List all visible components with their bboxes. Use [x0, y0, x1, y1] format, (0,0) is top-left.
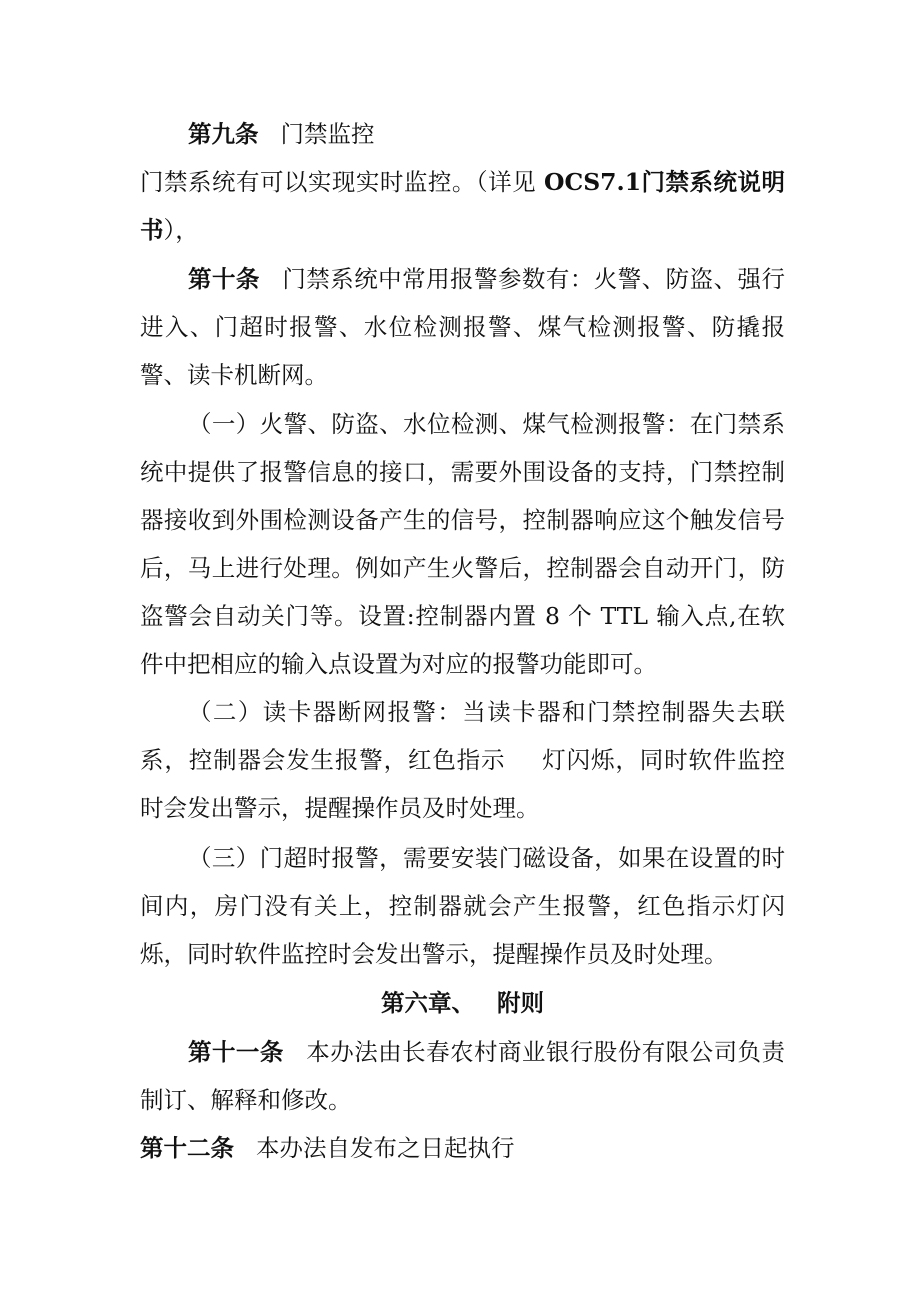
item-1: [140, 400, 785, 688]
article-12-number: 第十二条: [140, 1134, 234, 1162]
item-2-text-b: 灯闪烁，同时软件监控时会发出警示，提醒操作员及时处理。: [140, 746, 786, 822]
article-11-text: 本办法由长春农村商业银行股份有限公司负责制订、解释和修改。: [140, 1038, 786, 1114]
article-11: [140, 1028, 785, 1124]
article-12: [140, 1124, 785, 1172]
article-12-text: 本办法自发布之日起执行: [256, 1134, 515, 1162]
article-10: [140, 255, 785, 399]
item-2-text-a: （二）读卡器断网报警：当读卡器和门禁控制器失去联系，控制器会发生报警，红色指示: [140, 698, 785, 774]
item-1-text: （一）火警、防盗、水位检测、煤气检测报警：在门禁系统中提供了报警信息的接口，需要外围设备的支持，门禁控制器接收到外围检测设备产生的信号，控制器响应这个触发信号后，马上进行处理。例如产生火警后，控制器会自动开门，防盗警会自动关门等。设置:控制器内置 8 个 TTL 输入点,在软件中把相应的输入点设置为对应的报警功能即可。: [140, 410, 785, 678]
article-9-heading: [140, 110, 785, 158]
article-9-manual-ref: OCS7.1门禁系统说明书: [140, 168, 785, 244]
article-9-number: 第九条: [188, 120, 259, 148]
article-11-number: 第十一条: [188, 1038, 284, 1066]
item-2: [140, 688, 785, 832]
article-9-title: 门禁监控: [280, 120, 375, 148]
article-9-body: [140, 158, 785, 254]
chapter-6-title: 附则: [497, 989, 544, 1017]
chapter-6-heading: [140, 979, 785, 1027]
article-9-text: 门禁系统有可以实现实时监控。（详见: [140, 168, 545, 196]
chapter-6-number: 第六章、: [381, 989, 475, 1017]
item-3: [140, 834, 785, 978]
article-9-text-end: ），: [163, 216, 199, 244]
article-10-number: 第十条: [188, 265, 260, 293]
article-10-text: 门禁系统中常用报警参数有：火警、防盗、强行进入、门超时报警、水位检测报警、煤气检测报警、防撬报警、读卡机断网。: [140, 265, 785, 389]
item-3-text: （三）门超时报警，需要安装门磁设备，如果在设置的时间内，房门没有关上，控制器就会产生报警，红色指示灯闪烁，同时软件监控时会发出警示，提醒操作员及时处理。: [140, 844, 785, 968]
